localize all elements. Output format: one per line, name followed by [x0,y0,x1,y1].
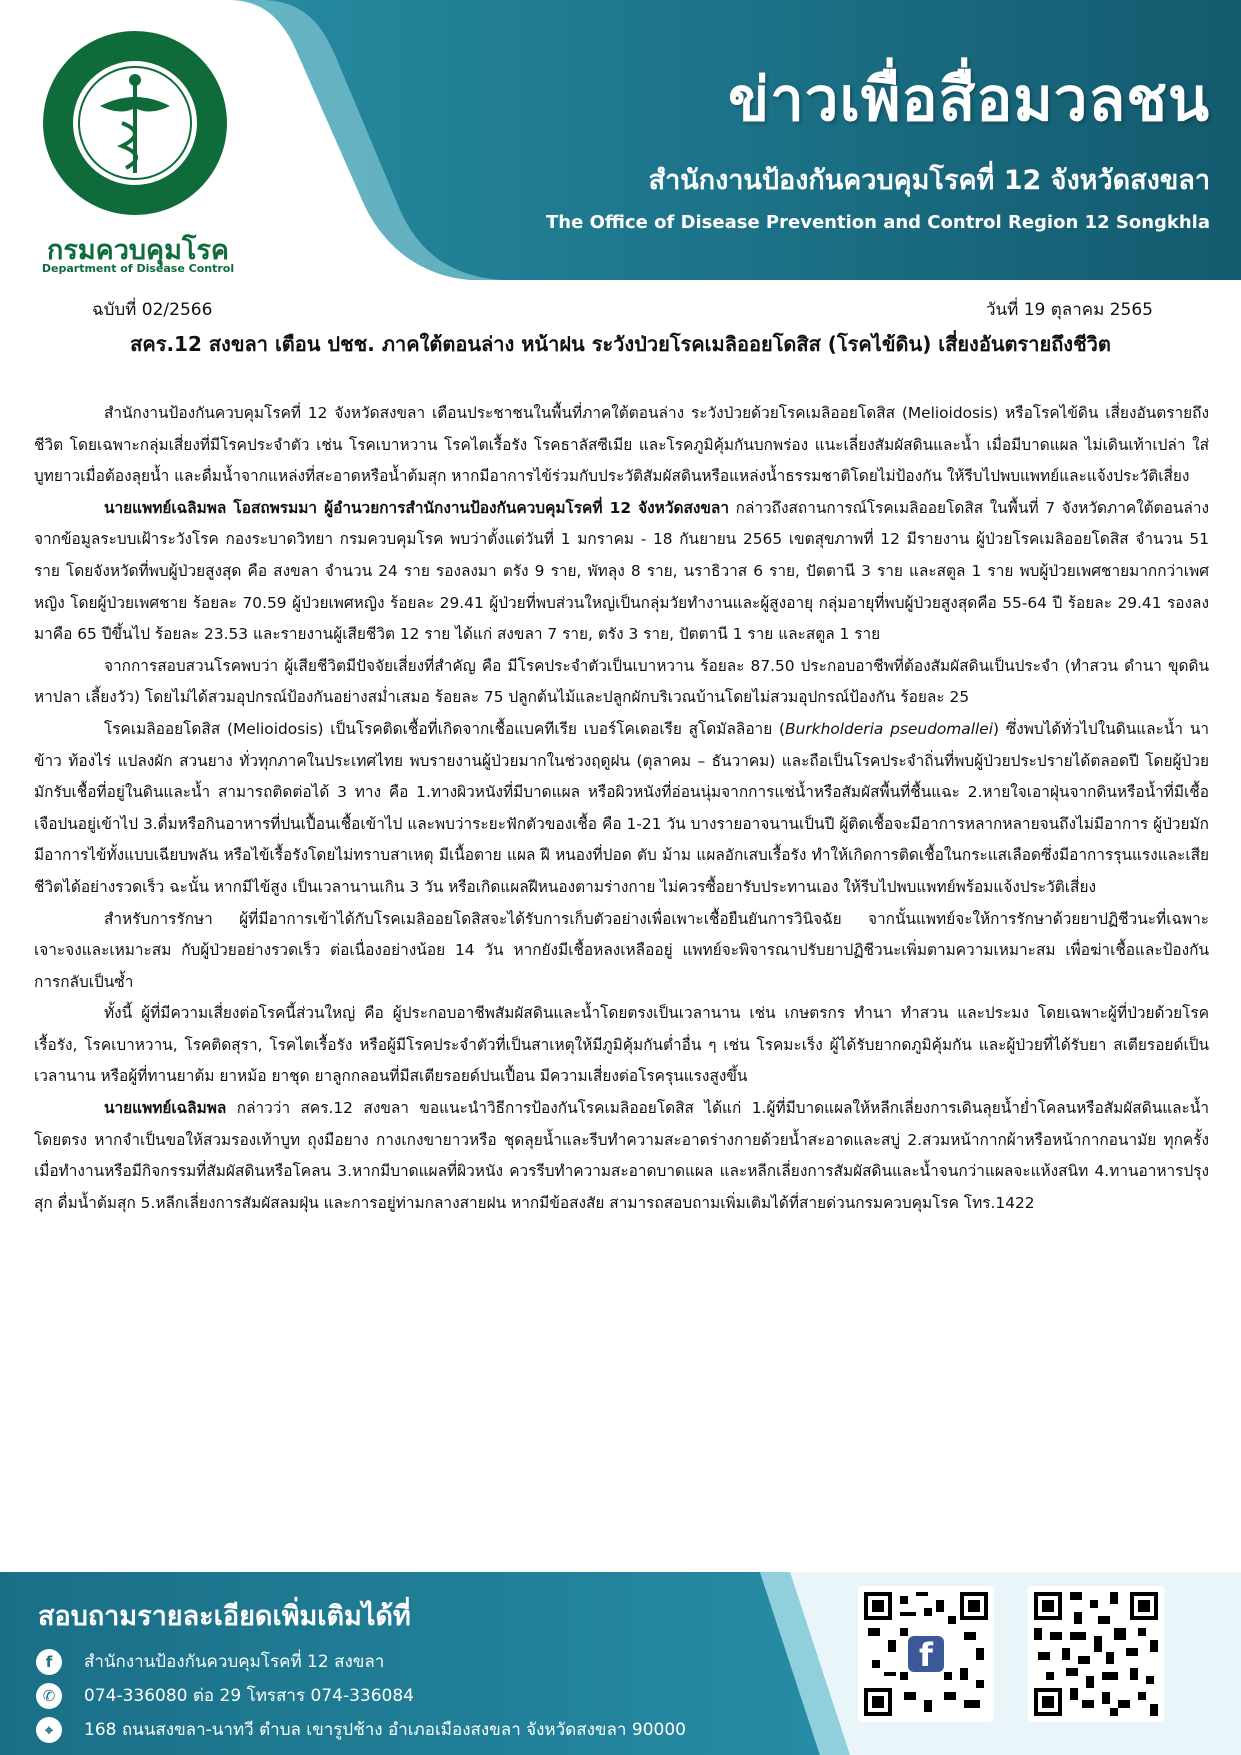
contact-footer [0,1572,1241,1755]
footer-phone-row [36,1682,414,1709]
address: 168 ถนนสงขลา-นาทวี ตำบล เขารูปช้าง อำเภอเมืองสงขลา จังหวัดสงขลา 90000 [84,1720,686,1740]
paragraph-5: สำหรับการรักษา ผู้ที่มีอาการเข้าได้กับโรคเมลิออยโดสิสจะได้รับการเก็บตัวอย่างเพื่อเพาะเชื้อยืนยันการวินิจฉัย จากนั้นแพทย์จะให้การรักษาด้วยยาปฏิชีวนะที่เฉพาะเจาะจงและเหมาะสม กับผู้ป่วยอย่างรวดเร็ว ต่อเนื่องอย่างน้อย 14 วัน หากยังมีเชื้อหลงเหลืออยู่ แพทย์จะพิจารณาปรับยาปฏิชีวนะเพิ่มตามความเหมาะสม เพื่อฆ่าเชื้อและป้องกันการกลับเป็นซ้ำ [34,909,1209,991]
paragraph-2 [34,493,1209,651]
article-body [34,398,1209,1219]
paragraph-1: สำนักงานป้องกันควบคุมโรคที่ 12 จังหวัดสงขลา เตือนประชาชนในพื้นที่ภาคใต้ตอนล่าง ระวังป่วยด้วยโรคเมลิออยโดสิส (Melioidosis) หรือโรคไข้ดิน เสี่ยงอันตรายถึงชีวิต โดยเฉพาะกลุ่มเสี่ยงที่มีโรคประจำตัว เช่น โรคเบาหวาน โรคไตเรื้อรัง โรคธาลัสซีเมีย และโรคภูมิคุ้มกันบกพร่อง แนะเลี่ยงสัมผัสดินและน้ำ เมื่อมีบาดแผล ไม่เดินเท้าเปล่า ใส่บูทยาวเมื่อต้องลุยน้ำ และดื่มน้ำจากแหล่งที่สะอาดหรือน้ำต้มสุก หากมีอาการไข้ร่วมกับประวัติสัมผัสดินหรือแหล่งน้ำธรรมชาติโดยไม่ป้องกัน ให้รีบไปพบแพทย์และแจ้งประวัติเสี่ยง [34,404,1209,486]
phone-icon: ✆ [36,1683,62,1709]
header-banner [0,0,1241,280]
speaker-name-short: นายแพทย์เฉลิมพล [104,1099,227,1118]
department-name-th: กรมควบคุมโรค [47,235,229,266]
banner-subtitle-en: The Office of Disease Prevention and Control Region 12 Songkhla [546,212,1210,233]
banner-title: ข่าวเพื่อสื่อมวลชน [728,65,1210,135]
footer-facebook-row [36,1648,384,1675]
issue-date: วันที่ 19 ตุลาคม 2565 [985,300,1153,320]
banner-subtitle: สำนักงานป้องกันควบคุมโรคที่ 12 จังหวัดสงขลา [648,165,1210,196]
paragraph-4-text-a: โรคเมลิออยโดสิส (Melioidosis) เป็นโรคติดเชื้อที่เกิดจากเชื้อแบคทีเรีย เบอร์โคเดอเรีย สูโดมัลลิอาย ( [104,719,786,738]
footer-title: สอบถามรายละเอียดเพิ่มเติมได้ที่ [38,1601,411,1632]
facebook-page-name: สำนักงานป้องกันควบคุมโรคที่ 12 สงขลา [84,1652,385,1672]
qr-pattern-2 [1034,1592,1158,1716]
paragraph-4 [34,714,1209,904]
scientific-name: Burkholderia pseudomallei [785,719,993,738]
paragraph-7 [34,1093,1209,1219]
website-qr-code[interactable] [1028,1586,1164,1722]
paragraph-2-text: กล่าวถึงสถานการณ์โรคเมลิออยโดสิส ในพื้นที่ 7 จังหวัดภาคใต้ตอนล่าง จากข้อมูลระบบเฝ้าระวังโรค กองระบาดวิทยา กรมควบคุมโรค พบว่าตั้งแต่วันที่ 1 มกราคม - 18 กันยายน 2565 เขตสุขภาพที่ 12 มีรายงาน ผู้ป่วยโรคเมลิออยโดสิส จำนวน 51 ราย โดยจังหวัดที่พบผู้ป่วยสูงสุด คือ สงขลา จำนวน 24 ราย รองลงมา ตรัง 9 ราย, พัทลุง 8 ราย, นราธิวาส 6 ราย, ปัตตานี 3 ราย และสตูล 1 ราย พบผู้ป่วยเพศชายมากกว่าเพศหญิง โดยผู้ป่วยเพศชาย ร้อยละ 70.59 ผู้ป่วยเพศหญิง ร้อยละ 29.41 ผู้ป่วยที่พบส่วนใหญ่เป็นกลุ่มวัยทำงานและผู้สูงอายุ กลุ่มอายุที่พบผู้ป่วยสูงสุดคือ 55-64 ปี ร้อยละ 29.41 รองลงมาคือ 65 ปีขึ้นไป ร้อยละ 23.53 และรายงานผู้เสียชีวิต 12 ราย ได้แก่ สงขลา 7 ราย, ตรัง 3 ราย, ปัตตานี 1 ราย และสตูล 1 ราย [34,498,1209,644]
footer-address-row [36,1716,686,1743]
location-pin-icon: ⌖ [36,1717,62,1743]
speaker-name: นายแพทย์เฉลิมพล โอสถพรมมา ผู้อำนวยการสำนักงานป้องกันควบคุมโรคที่ 12 จังหวัดสงขลา [104,498,729,517]
svg-text:f: f [919,1636,933,1674]
qr-pattern-1 [864,1592,988,1716]
ministry-logo [40,28,230,218]
paragraph-6: ทั้งนี้ ผู้ที่มีความเสี่ยงต่อโรคนี้ส่วนใหญ่ คือ ผู้ประกอบอาชีพสัมผัสดินและน้ำโดยตรงเป็นเวลานาน เช่น เกษตรกร ทำนา ทำสวน และประมง โดยเฉพาะผู้ที่ป่วยด้วยโรคเรื้อรัง, โรคเบาหวาน, โรคติดสุรา, โรคไตเรื้อรัง หรือผู้มีโรคประจำตัวที่เป็นสาเหตุให้มีภูมิคุ้มกันต่ำอื่น ๆ เช่น โรคมะเร็ง ผู้ได้รับยากดภูมิคุ้มกัน และผู้ป่วยที่ได้รับยา สเตียรอยด์เป็นเวลานาน หรือผู้ที่ทานยาต้ม ยาหม้อ ยาชุด ยาลูกกลอนที่มีสเตียรอยด์ปนเปื้อน มีความเสี่ยงต่อโรครุนแรงสูงขึ้น [34,1004,1209,1086]
paragraph-3: จากการสอบสวนโรคพบว่า ผู้เสียชีวิตมีปัจจัยเสี่ยงที่สำคัญ คือ มีโรคประจำตัวเป็นเบาหวาน ร้อยละ 87.50 ประกอบอาชีพที่ต้องสัมผัสดินเป็นประจำ (ทำสวน ดำนา ขุดดิน หาปลา เลี้ยงวัว) โดยไม่ได้สวมอุปกรณ์ป้องกันอย่างสม่ำเสมอ ร้อยละ 75 ปลูกต้นไม้และปลูกผักบริเวณบ้านโดยไม่สวมอุปกรณ์ป้องกัน ร้อยละ 25 [34,656,1209,707]
facebook-qr-code[interactable] [858,1586,994,1722]
paragraph-7-text: กล่าวว่า สคร.12 สงขลา ขอแนะนำวิธีการป้องกันโรคเมลิออยโดสิส ได้แก่ 1.ผู้ที่มีบาดแผลให้หลีกเลี่ยงการเดินลุยน้ำย่ำโคลนหรือสัมผัสดินและน้ำโดยตรง หากจำเป็นขอให้สวมรองเท้าบูท ถุงมือยาง กางเกงขายาวหรือ ชุดลุยน้ำและรีบทำความสะอาดร่างกายด้วยน้ำสะอาดและสบู่ 2.สวมหน้ากากผ้าหรือหน้ากากอนามัย ทุกครั้งเมื่อทำงานหรือมีกิจกรรมที่สัมผัสดินหรือโคลน 3.หากมีบาดแผลที่ผิวหนัง ควรรีบทำความสะอาดบาดแผล และหลีกเลี่ยงการสัมผัสดินและน้ำจนกว่าแผลจะแห้งสนิท 4.ทานอาหารปรุงสุก ดื่มน้ำต้มสุก 5.หลีกเลี่ยงการสัมผัสลมฝุ่น และการอยู่ท่ามกลางสายฝน หากมีข้อสงสัย สามารถสอบถามเพิ่มเติมได้ที่สายด่วนกรมควบคุมโรค โทร.1422 [34,1099,1209,1212]
page-title: สคร.12 สงขลา เตือน ปชช. ภาคใต้ตอนล่าง หน้าฝน ระวังป่วยโรคเมลิออยโดสิส (โรคไข้ดิน) เสี่ยงอันตรายถึงชีวิต [130,332,1111,356]
issue-number: ฉบับที่ 02/2566 [92,300,213,320]
department-name-en: Department of Disease Control [41,262,235,275]
phone-number: 074-336080 ต่อ 29 โทรสาร 074-336084 [84,1686,414,1706]
facebook-icon: f [36,1649,62,1675]
paragraph-4-text-b: ) ซึ่งพบได้ทั่วไปในดินและน้ำ นาข้าว ท้องไร่ แปลงผัก สวนยาง ทั่วทุกภาคในประเทศไทย พบรายงานผู้ป่วยมากในช่วงฤดูฝน (ตุลาคม – ธันวาคม) และถือเป็นโรคประจำถิ่นที่พบผู้ป่วยประปรายได้ตลอดปี โดยผู้ป่วยมักรับเชื้อที่อยู่ในดินและน้ำ สามารถติดต่อได้ 3 ทาง คือ 1.ทางผิวหนังที่มีบาดแผล หรือผิวหนังที่อ่อนนุ่มจากการแช่น้ำหรือสัมผัสพื้นที่ชื้นแฉะ 2.หายใจเอาฝุ่นจากดินหรือน้ำที่มีเชื้อเจือปนอยู่เข้าไป 3.ดื่มหรือกินอาหารที่ปนเปื้อนเชื้อเข้าไป และพบว่าระยะฟักตัวของเชื้อ คือ 1-21 วัน บางรายอาจนานเป็นปี ผู้ติดเชื้อจะมีอาการหลากหลายจนถึงไม่มีอาการ ผู้ป่วยมักมีอาการไข้ทั้งแบบเฉียบพลัน หรือไข้เรื้อรังโดยไม่ทราบสาเหตุ มีเนื้อตาย แผล ฝี หนองที่ปอด ตับ ม้าม แผลอักเสบเรื้อรัง ทำให้เกิดการติดเชื้อในกระแสเลือดซึ่งมีอาการรุนแรงและเสียชีวิตได้อย่างรวดเร็ว ฉะนั้น หากมีไข้สูง เป็นเวลานานเกิน 3 วัน หรือเกิดแผลฝีหนองตามร่างกาย ไม่ควรซื้อยารับประทานเอง ให้รีบไปพบแพทย์พร้อมแจ้งประวัติเสี่ยง [34,719,1209,896]
